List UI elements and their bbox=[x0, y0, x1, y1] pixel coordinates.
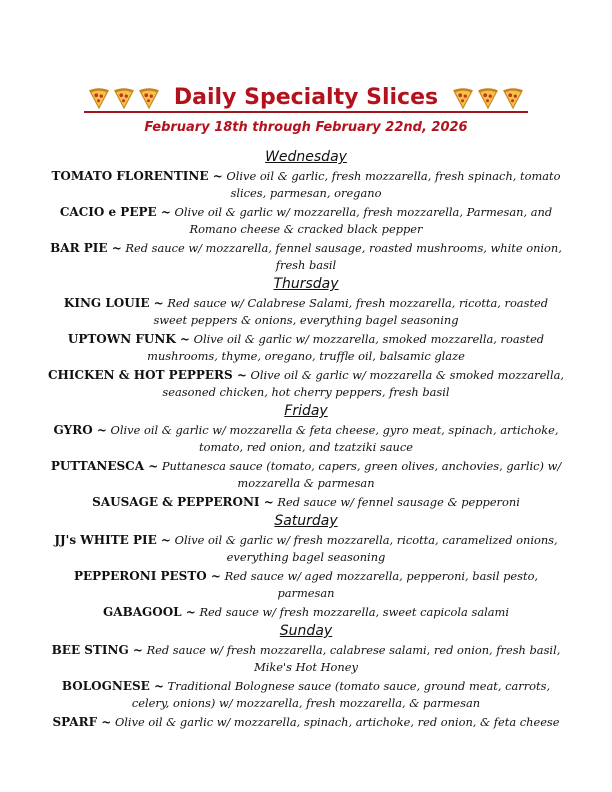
item-description: Olive oil & garlic w/ mozzarella, spinach, artichoke, red onion, & feta cheese bbox=[114, 715, 560, 729]
item-description: Red sauce w/ Calabrese Salami, fresh mozzarella, ricotta, roasted sweet peppers & onions, everything bagel seasoning bbox=[153, 296, 549, 327]
item-name: BOLOGNESE ~ bbox=[61, 679, 165, 693]
item-description: Olive oil & garlic, fresh mozzarella, fresh spinach, tomato slices, parmesan, oregano bbox=[226, 169, 561, 200]
item-name: BAR PIE ~ bbox=[50, 241, 122, 255]
menu-item bbox=[48, 168, 564, 202]
menu-item bbox=[48, 240, 564, 274]
item-name: PUTTANESCA ~ bbox=[50, 459, 159, 473]
pizza-slice-icon bbox=[113, 87, 135, 109]
pizza-slice-icon bbox=[88, 87, 110, 109]
day-heading-friday: Friday bbox=[284, 403, 328, 419]
menu-list bbox=[48, 148, 564, 733]
item-description: Red sauce w/ aged mozzarella, pepperoni, basil pesto, parmesan bbox=[224, 569, 539, 600]
item-description: Red sauce w/ mozzarella, fennel sausage, roasted mushrooms, white onion, fresh basil bbox=[125, 241, 562, 272]
item-description: Red sauce w/ fresh mozzarella, sweet capicola salami bbox=[199, 605, 509, 619]
menu-item bbox=[48, 494, 564, 511]
item-description: Olive oil & garlic w/ mozzarella, smoked mozzarella, roasted mushrooms, thyme, oregano, truffle oil, balsamic glaze bbox=[147, 332, 545, 363]
item-description: Traditional Bolognese sauce (tomato sauce, ground meat, carrots, celery, onions) w/ mozzarella, fresh mozzarella, & parmesan bbox=[131, 679, 551, 710]
item-description: Red sauce w/ fennel sausage & pepperoni bbox=[277, 495, 520, 509]
item-name: CACIO e PEPE ~ bbox=[59, 205, 171, 219]
item-description: Olive oil & garlic w/ mozzarella, fresh mozzarella, Parmesan, and Romano cheese & cracked black pepper bbox=[174, 205, 553, 236]
item-description: Olive oil & garlic w/ fresh mozzarella, ricotta, caramelized onions, everything bagel seasoning bbox=[174, 533, 558, 564]
menu-item bbox=[48, 532, 564, 566]
left-pizza-group bbox=[88, 87, 160, 109]
pizza-slice-icon bbox=[502, 87, 524, 109]
title-underline bbox=[84, 85, 528, 113]
item-name: JJ's WHITE PIE ~ bbox=[54, 533, 171, 547]
menu-item bbox=[48, 568, 564, 602]
item-name: GYRO ~ bbox=[53, 423, 107, 437]
menu-item bbox=[48, 642, 564, 676]
pizza-slice-icon bbox=[138, 87, 160, 109]
item-name: UPTOWN FUNK ~ bbox=[67, 332, 190, 346]
item-name: CHICKEN & HOT PEPPERS ~ bbox=[48, 368, 247, 382]
menu-item bbox=[48, 422, 564, 456]
menu-item bbox=[48, 714, 564, 731]
page-title: Daily Specialty Slices bbox=[173, 85, 439, 110]
item-description: Puttanesca sauce (tomato, capers, green olives, anchovies, garlic) w/ mozzarella & parmesan bbox=[161, 459, 562, 490]
day-heading-sunday: Sunday bbox=[279, 623, 333, 639]
item-name: KING LOUIE ~ bbox=[63, 296, 164, 310]
item-description: Red sauce w/ fresh mozzarella, calabrese salami, red onion, fresh basil, Mike's Hot Honey bbox=[146, 643, 561, 674]
day-heading-wednesday: Wednesday bbox=[265, 149, 347, 165]
item-name: TOMATO FLORENTINE ~ bbox=[51, 169, 223, 183]
item-name: SAUSAGE & PEPPERONI ~ bbox=[92, 495, 274, 509]
item-description: Olive oil & garlic w/ mozzarella & smoked mozzarella, seasoned chicken, hot cherry peppers, fresh basil bbox=[162, 368, 565, 399]
menu-item bbox=[48, 367, 564, 401]
pizza-slice-icon bbox=[477, 87, 499, 109]
date-range: February 18th through February 22nd, 2026 bbox=[144, 120, 468, 135]
pizza-slice-icon bbox=[452, 87, 474, 109]
day-heading-thursday: Thursday bbox=[273, 276, 339, 292]
title-row bbox=[0, 82, 612, 116]
menu-item bbox=[48, 204, 564, 238]
menu-item bbox=[48, 604, 564, 621]
item-name: SPARF ~ bbox=[52, 715, 112, 729]
item-name: PEPPERONI PESTO ~ bbox=[73, 569, 221, 583]
item-name: GABAGOOL ~ bbox=[103, 605, 196, 619]
menu-item bbox=[48, 678, 564, 712]
menu-item bbox=[48, 331, 564, 365]
item-name: BEE STING ~ bbox=[51, 643, 143, 657]
menu-item bbox=[48, 458, 564, 492]
item-description: Olive oil & garlic w/ mozzarella & feta cheese, gyro meat, spinach, artichoke, tomato, red onion, and tzatziki sauce bbox=[110, 423, 559, 454]
right-pizza-group bbox=[452, 87, 524, 109]
day-heading-saturday: Saturday bbox=[274, 513, 338, 529]
menu-item bbox=[48, 295, 564, 329]
